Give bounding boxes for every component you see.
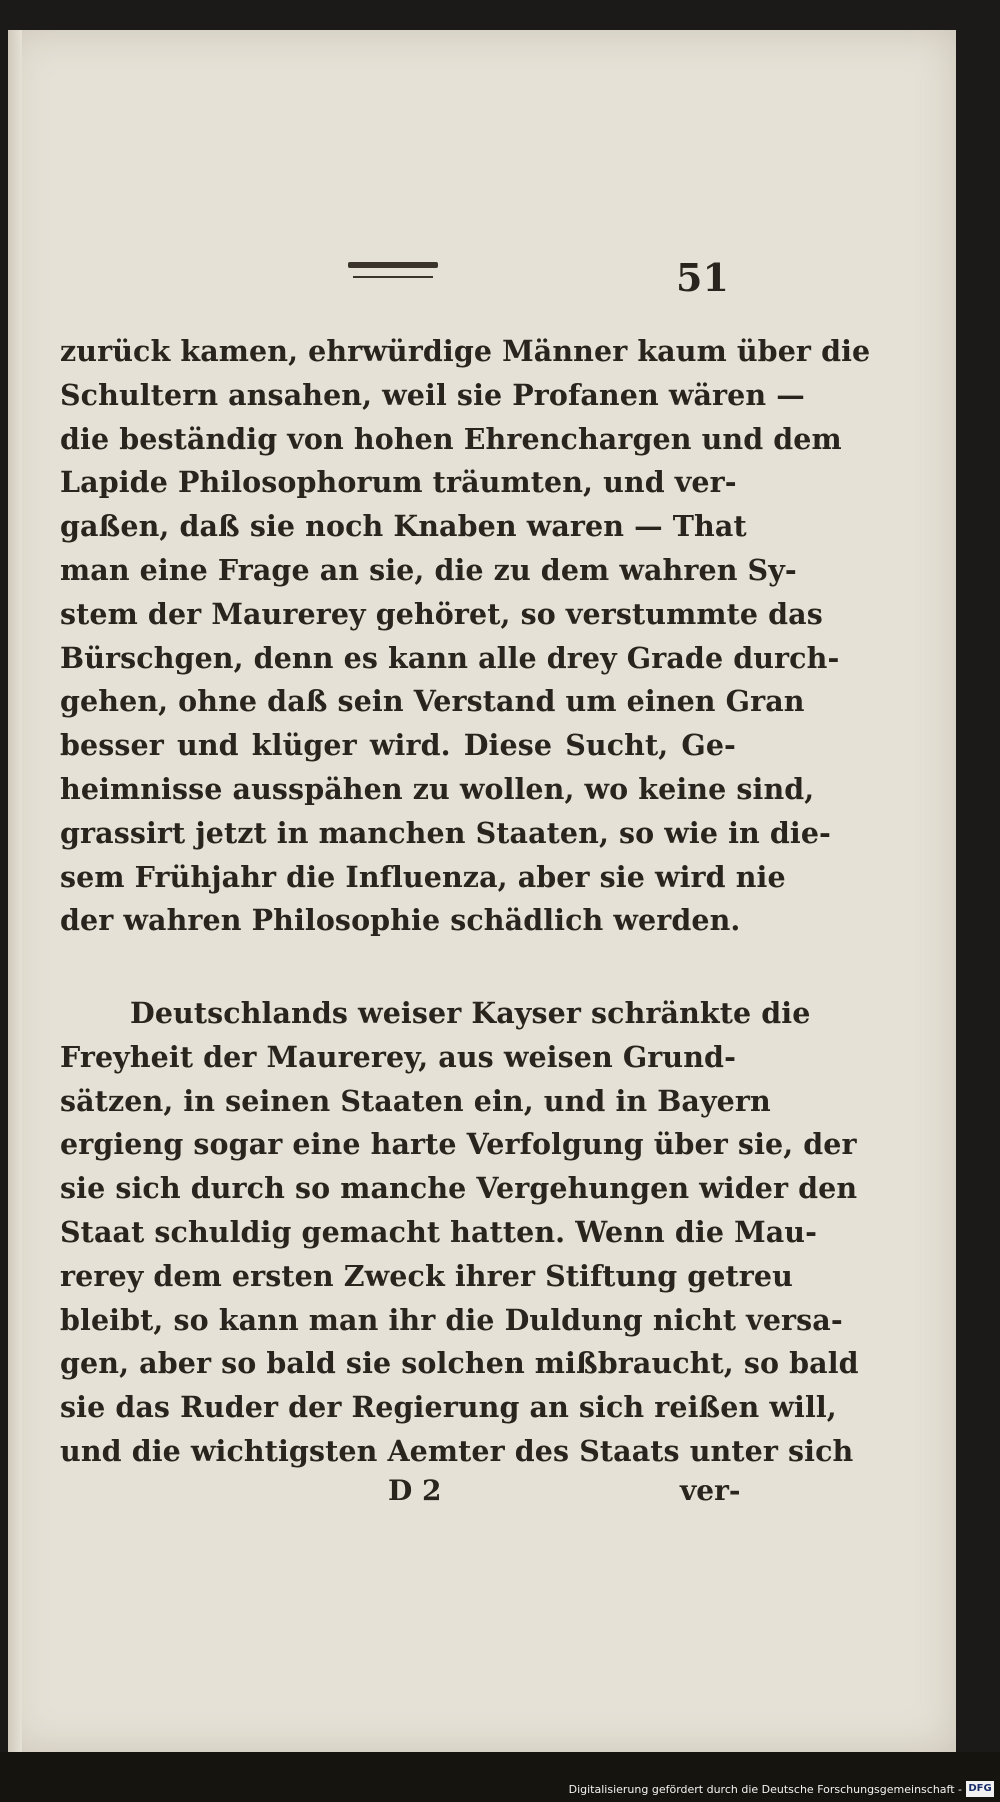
text-line: gaßen, daß sie noch Knaben waren — That [60, 509, 747, 544]
text-line: gen, aber so bald sie solchen mißbraucht, so bald [60, 1346, 859, 1381]
text-line: Freyheit der Maurerey, aus weisen Grund- [60, 1039, 736, 1074]
text-line: ergieng sogar eine harte Verfolgung über sie, der [60, 1127, 857, 1162]
text-line: man eine Frage an sie, die zu dem wahren Sy- [60, 552, 797, 587]
text-line: sie das Ruder der Regierung an sich reißen will, [60, 1390, 837, 1425]
signature-mark: D 2 [388, 1474, 442, 1507]
header-rule [348, 262, 438, 268]
paragraph-2 [60, 992, 859, 1474]
text-line: Schultern ansahen, weil sie Profanen wären — [60, 377, 805, 412]
dfg-logo-icon: DFG [966, 1781, 994, 1797]
paragraph-1 [60, 330, 871, 943]
page-footer [8, 1474, 956, 1518]
text-line: der wahren Philosophie schädlich werden. [60, 903, 741, 938]
text-line: zurück kamen, ehrwürdige Männer kaum über die [60, 334, 871, 368]
text-line: besser und klüger wird. Diese Sucht, Ge- [60, 728, 736, 763]
catchword: ver- [680, 1474, 741, 1507]
book-page [8, 30, 956, 1752]
text-line: bleibt, so kann man ihr die Duldung nicht versa- [60, 1302, 843, 1337]
text-line: rerey dem ersten Zweck ihrer Stiftung getreu [60, 1258, 793, 1293]
text-line: Staat schuldig gemacht hatten. Wenn die Mau- [60, 1214, 818, 1249]
text-line: die beständig von hohen Ehrenchargen und dem [60, 421, 842, 456]
text-line: stem der Maurerey gehöret, so verstummte das [60, 596, 823, 631]
text-line: sem Frühjahr die Influenza, aber sie wird nie [60, 859, 786, 894]
text-line: sie sich durch so manche Vergehungen wider den [60, 1171, 858, 1206]
text-line: Deutschlands weiser Kayser schränkte die [130, 996, 811, 1030]
text-line: gehen, ohne daß sein Verstand um einen Gran [60, 684, 805, 719]
text-line: Lapide Philosophorum träumten, und ver- [60, 465, 737, 500]
text-line: und die wichtigsten Aemter des Staats unter sich [60, 1433, 854, 1468]
text-line: Bürschgen, denn es kann alle drey Grade durch- [60, 640, 840, 675]
text-line: sätzen, in seinen Staaten ein, und in Bayern [60, 1083, 771, 1118]
text-line: grassirt jetzt in manchen Staaten, so wie in die- [60, 815, 831, 850]
page-number: 51 [676, 255, 729, 300]
text-line: heimnisse ausspähen zu wollen, wo keine sind, [60, 771, 815, 806]
digitization-credit: Digitalisierung gefördert durch die Deutsche Forschungsgemeinschaft - [568, 1783, 962, 1796]
header-rule-thin [353, 276, 433, 278]
